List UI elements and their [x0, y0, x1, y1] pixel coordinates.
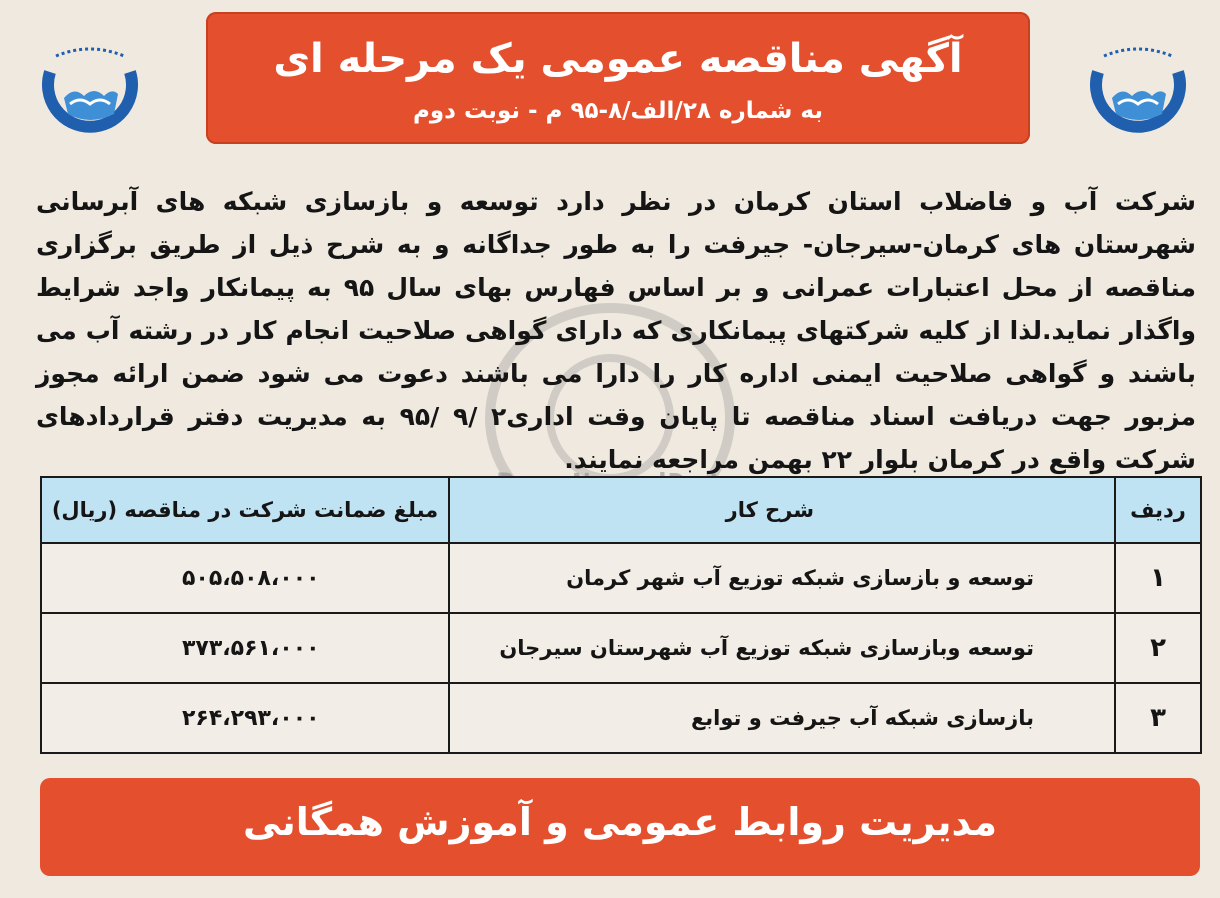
- tender-items-table: [40, 476, 1202, 754]
- notice-number: به شماره ۲۸/الف/۸-۹۵ م - نوبت دوم: [413, 98, 823, 124]
- table-row: [41, 613, 1201, 683]
- notice-title: آگهی مناقصه عمومی یک مرحله ای: [273, 36, 963, 82]
- water-company-logo-right: [1078, 42, 1198, 142]
- row-number: ۲: [1115, 613, 1201, 683]
- table-row: [41, 683, 1201, 753]
- header-row-number: ردیف: [1115, 477, 1201, 543]
- water-company-logo-left: [30, 42, 150, 142]
- row-description: توسعه و بازسازی شبکه توزیع آب شهر کرمان: [449, 543, 1115, 613]
- header-banner: [206, 12, 1030, 144]
- row-number: ۳: [1115, 683, 1201, 753]
- notice-body: شرکت آب و فاضلاب استان کرمان در نظر دارد توسعه و بازسازی شبکه های آبرسانی شهرستان های کرمان-سیرجان- جیرفت را به طور جداگانه و به شرح ذیل از طریق برگزاری مناقصه از محل اعتبارات عمرانی و بر اساس فهارس بهای سال ۹۵ به پیمانکار واجد شرایط واگذار نماید.لذا از کلیه شرکتهای پیمانکاری که دارای گواهی صلاحیت انجام کار در رشته آب می باشند و گواهی صلاحیت ایمنی اداره کار را دارا می باشند دعوت می شود ضمن ارائه مجوز مزبور جهت دریافت اسناد مناقصه تا پایان وقت اداری۲ /۹ /۹۵ به مدیریت دفتر قراردادهای شرکت واقع در کرمان بلوار ۲۲ بهمن مراجعه نمایند.: [36, 187, 1196, 474]
- table-row: [41, 543, 1201, 613]
- row-amount: ۳۷۳،۵۶۱،۰۰۰: [41, 613, 449, 683]
- header-description: شرح کار: [449, 477, 1115, 543]
- row-description: توسعه وبازسازی شبکه توزیع آب شهرستان سیرجان: [449, 613, 1115, 683]
- row-description: بازسازی شبکه آب جیرفت و توابع: [449, 683, 1115, 753]
- table-header-row: [41, 477, 1201, 543]
- header-amount: مبلغ ضمانت شرکت در مناقصه (ریال): [41, 477, 449, 543]
- footer-banner: [40, 778, 1200, 876]
- row-amount: ۲۶۴،۲۹۳،۰۰۰: [41, 683, 449, 753]
- footer-department: مدیریت روابط عمومی و آموزش همگانی: [243, 800, 997, 844]
- row-amount: ۵۰۵،۵۰۸،۰۰۰: [41, 543, 449, 613]
- row-number: ۱: [1115, 543, 1201, 613]
